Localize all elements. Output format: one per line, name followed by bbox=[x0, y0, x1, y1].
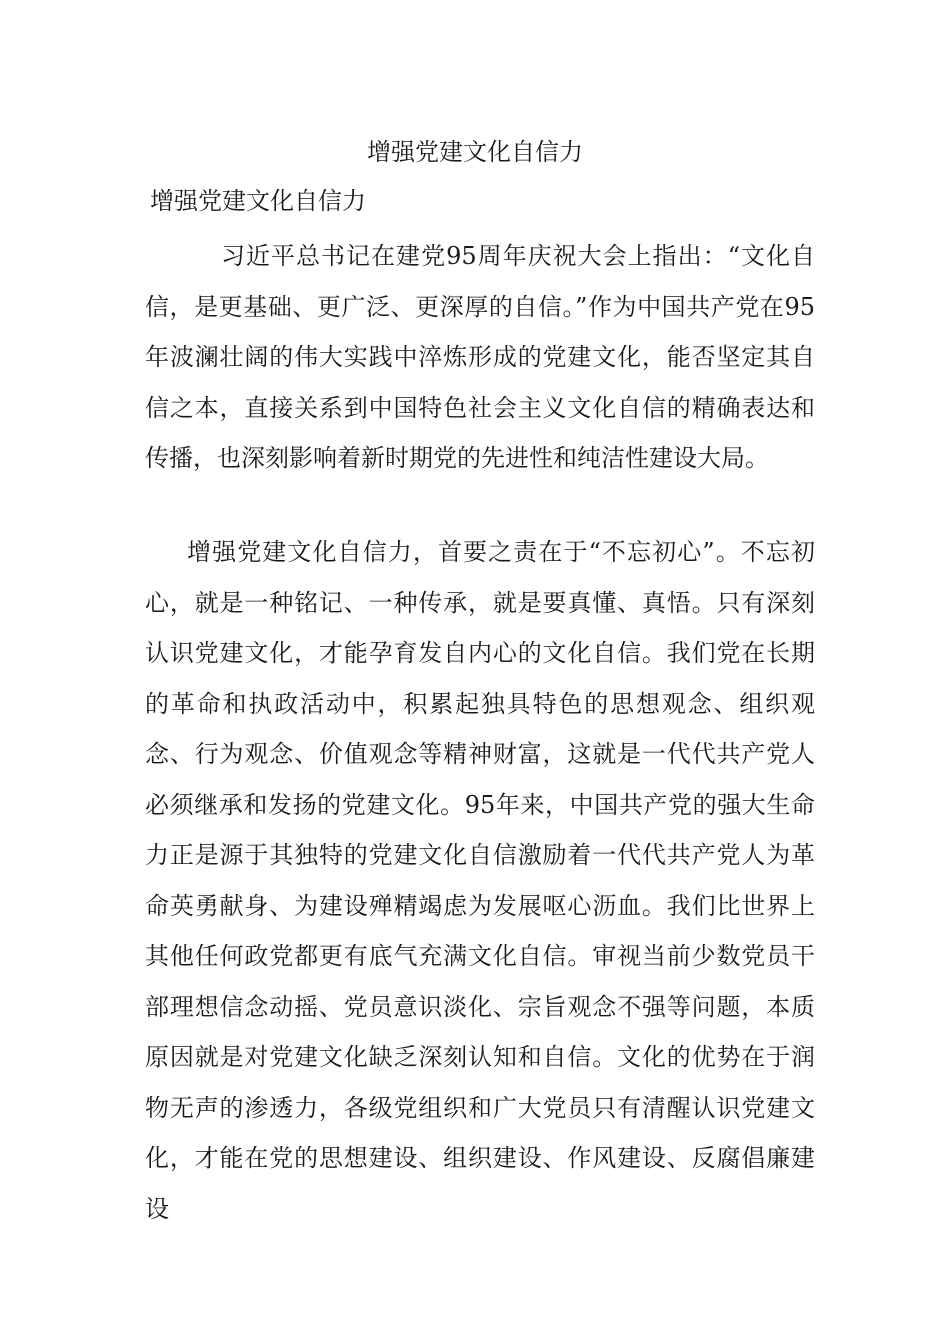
document-title: 增强党建文化自信力 bbox=[367, 138, 583, 166]
document-subtitle: 增强党建文化自信力 bbox=[150, 187, 366, 215]
paragraph-1: 习近平总书记在建党95周年庆祝大会上指出：“文化自信，是更基础、更广泛、更深厚的自信。”作为中国共产党在95年波澜壮阔的伟大实践中淬炼形成的党建文化，能否坚定其自信之本，直接关系到中国特色社会主义文化自信的精确表达和传播，也深刻影响着新时期党的先进性和纯洁性建设大局。 bbox=[145, 242, 815, 472]
paragraph-2: 增强党建文化自信力，首要之责在于“不忘初心”。不忘初心，就是一种铭记、一种传承，就是要真懂、真悟。只有深刻认识党建文化，才能孕育发自内心的文化自信。我们党在长期的革命和执政活动中，积累起独具特色的思想观念、组织观念、行为观念、价值观念等精神财富，这就是一代代共产党人必须继承和发扬的党建文化。95年来，中国共产党的强大生命力正是源于其独特的党建文化自信激励着一代代共产党人为革命英勇献身、为建设殚精竭虑为发展呕心沥血。我们比世界上其他任何政党都更有底气充满文化自信。审视当前少数党员干部理想信念动摇、党员意识淡化、宗旨观念不强等问题，本质原因就是对党建文化缺乏深刻认知和自信。文化的优势在于润物无声的渗透力，各级党组织和广大党员只有清醒认识党建文化，才能在党的思想建设、组织建设、作风建设、反腐倡廉建设 bbox=[145, 538, 815, 1223]
